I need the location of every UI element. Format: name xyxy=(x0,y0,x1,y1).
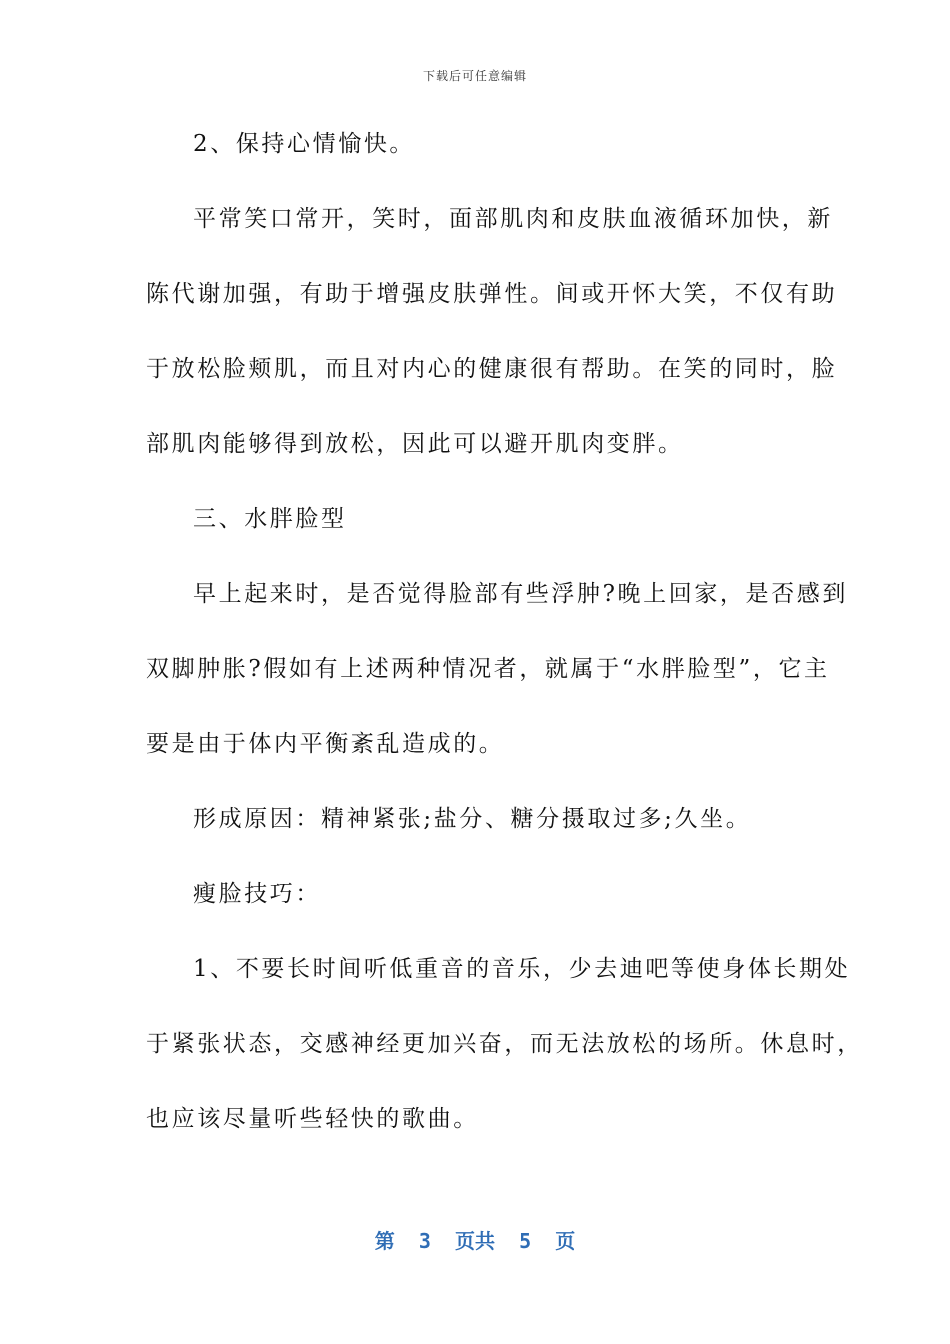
paragraph-line: 陈代谢加强，有助于增强皮肤弹性。间或开怀大笑，不仅有助 xyxy=(146,281,838,307)
paragraph-line: 平常笑口常开，笑时，面部肌肉和皮肤血液循环加快，新 xyxy=(193,206,833,232)
paragraph-line: 于紧张状态，交感神经更加兴奋，而无法放松的场所。休息时， xyxy=(146,1031,863,1057)
paragraph-line: 形成原因：精神紧张;盐分、糖分摄取过多;久坐。 xyxy=(193,806,752,832)
paragraph-line: 要是由于体内平衡紊乱造成的。 xyxy=(146,731,505,757)
document-body xyxy=(146,124,863,1174)
page-number: 第 3 页共 5 页 xyxy=(374,1229,576,1253)
paragraph-line: 早上起来时，是否觉得脸部有些浮肿?晚上回家，是否感到 xyxy=(193,581,848,607)
paragraph-line: 双脚肿胀?假如有上述两种情况者，就属于“水胖脸型”，它主 xyxy=(146,656,830,682)
paragraph-line: 于放松脸颊肌，而且对内心的健康很有帮助。在笑的同时，脸 xyxy=(146,356,838,382)
paragraph-line: 部肌肉能够得到放松，因此可以避开肌肉变胖。 xyxy=(146,431,684,457)
paragraph-line: 瘦脸技巧： xyxy=(193,881,321,907)
paragraph-line: 1、不要长时间听低重音的音乐，少去迪吧等使身体长期处 xyxy=(193,956,851,982)
header-note: 下载后可任意编辑 xyxy=(422,69,527,83)
section-heading: 三、水胖脸型 xyxy=(193,506,347,532)
paragraph-line: 也应该尽量听些轻快的歌曲。 xyxy=(146,1106,479,1132)
paragraph-line: 2、保持心情愉快。 xyxy=(193,131,416,157)
